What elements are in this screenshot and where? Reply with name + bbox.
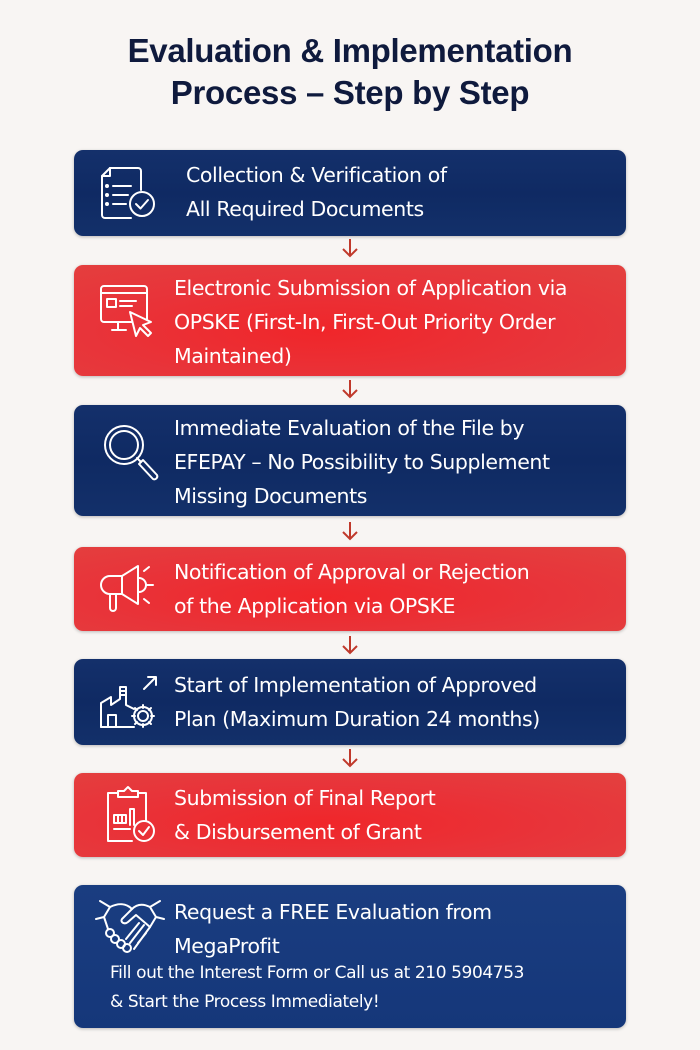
computer-cursor-icon — [98, 282, 160, 340]
cta-body-line: Fill out the Interest Form or Call us at 210 5904753 — [110, 963, 525, 983]
step-3-text — [174, 411, 550, 513]
cta-body-line: & Start the Process Immediately! — [110, 992, 380, 1012]
arrow-down-icon — [340, 520, 360, 542]
step-text-line: Submission of Final Report — [174, 786, 436, 810]
step-6-final-report — [74, 773, 626, 857]
clipboard-chart-icon — [104, 785, 158, 845]
arrow-down-icon — [340, 634, 360, 656]
cta-heading-line: MegaProfit — [174, 934, 280, 958]
step-text-line: OPSKE (First-In, First-Out Priority Order — [174, 310, 556, 334]
title-line-2: Process – Step by Step — [170, 74, 530, 111]
step-text-line: Plan (Maximum Duration 24 months) — [174, 707, 540, 731]
step-text-line: Maintained) — [174, 344, 292, 368]
step-5-text — [174, 668, 540, 736]
arrow-down-icon — [340, 747, 360, 769]
step-3-immediate-evaluation — [74, 405, 626, 516]
step-text-line: Notification of Approval or Rejection — [174, 560, 530, 584]
step-6-text — [174, 781, 435, 849]
document-check-icon — [98, 164, 160, 222]
magnifier-icon — [100, 423, 162, 483]
step-text-line: All Required Documents — [186, 197, 424, 221]
step-text-line: Electronic Submission of Application via — [174, 276, 568, 300]
step-text-line: of the Application via OPSKE — [174, 594, 456, 618]
cta-body — [110, 959, 524, 1017]
step-4-text — [174, 555, 529, 623]
step-2-electronic-submission — [74, 265, 626, 376]
step-text-line: & Disbursement of Grant — [174, 820, 422, 844]
handshake-icon — [94, 897, 166, 957]
step-1-collection-verification — [74, 150, 626, 236]
title-line-1: Evaluation & Implementation — [127, 32, 573, 69]
cta-free-evaluation-box[interactable] — [74, 885, 626, 1028]
step-text-line: Immediate Evaluation of the File by — [174, 416, 525, 440]
step-4-notification — [74, 547, 626, 631]
factory-gear-icon — [98, 673, 160, 731]
cta-heading-line: Request a FREE Evaluation from — [174, 900, 492, 924]
arrow-down-icon — [340, 378, 360, 400]
arrow-down-icon — [340, 237, 360, 259]
step-1-text — [186, 158, 447, 226]
page-title — [0, 30, 700, 114]
step-text-line: Collection & Verification of — [186, 163, 447, 187]
cta-heading — [174, 895, 492, 963]
megaphone-icon — [98, 562, 160, 614]
step-5-implementation-start — [74, 659, 626, 745]
step-2-text — [174, 271, 567, 373]
step-text-line: Start of Implementation of Approved — [174, 673, 537, 697]
step-text-line: Missing Documents — [174, 484, 368, 508]
step-text-line: EFEPAY – No Possibility to Supplement — [174, 450, 550, 474]
